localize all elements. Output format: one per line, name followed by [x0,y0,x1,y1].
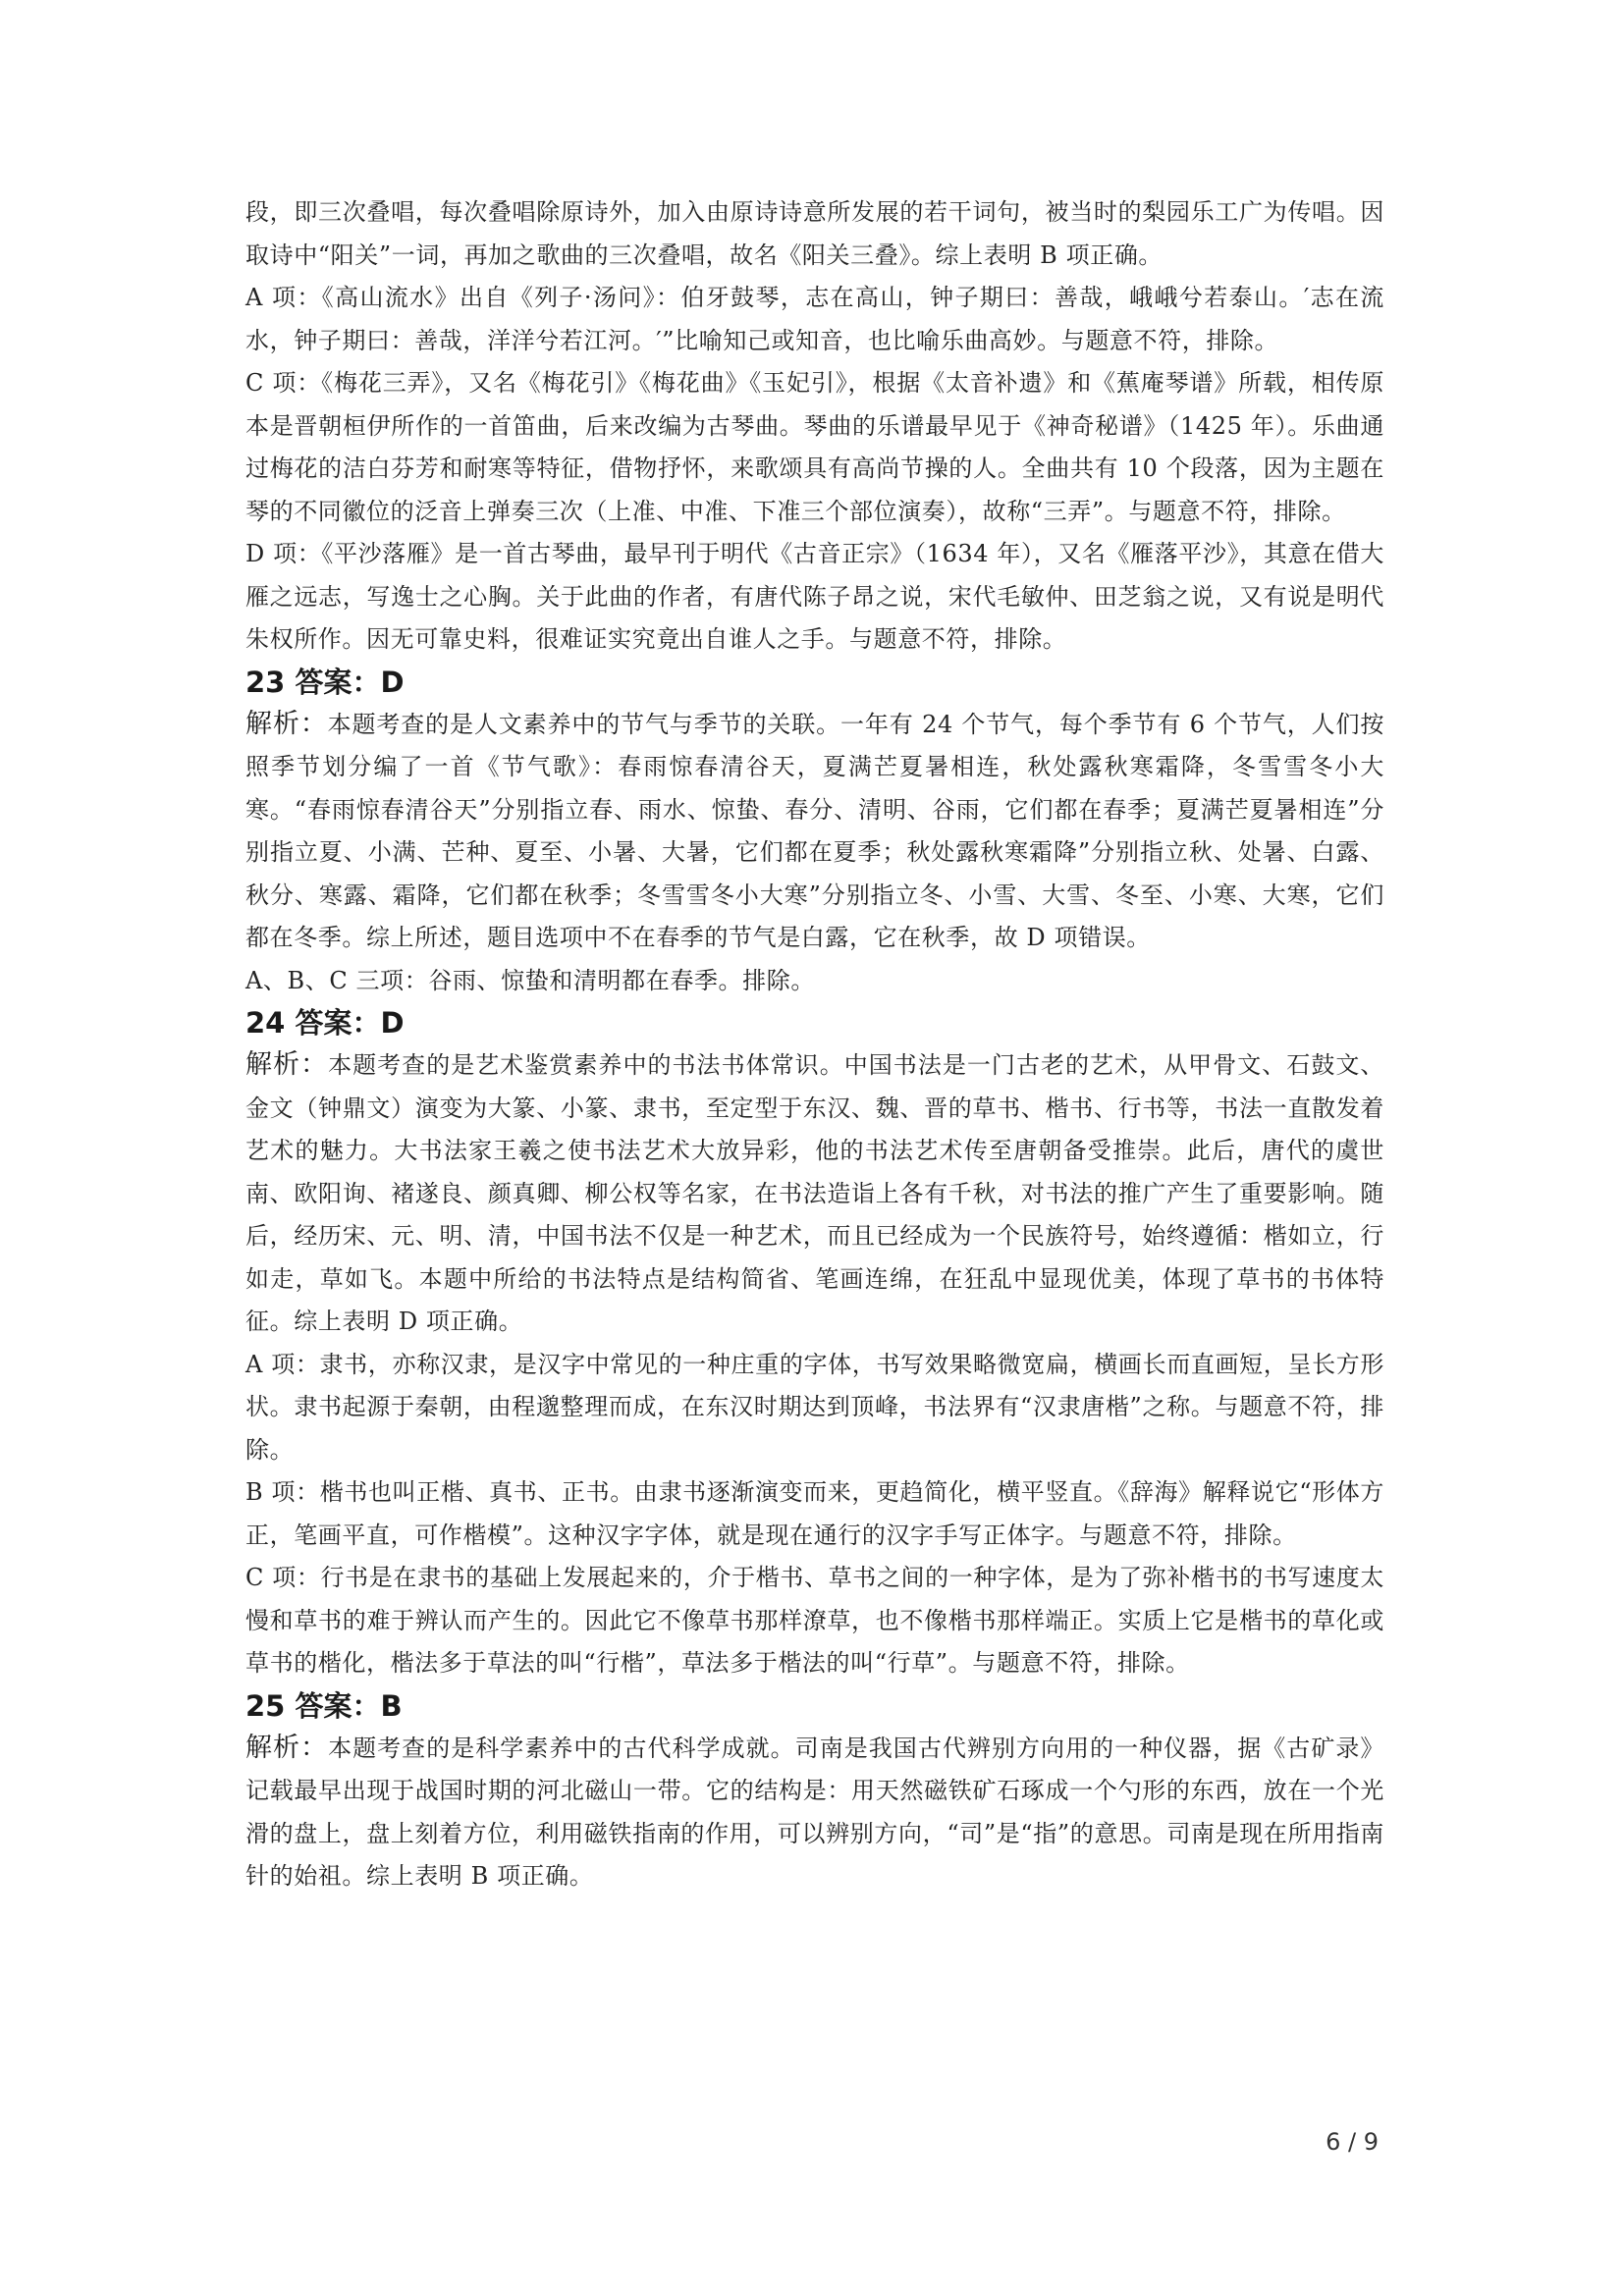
analysis-label: 解析： [245,1049,329,1080]
analysis-23 [245,703,1384,960]
analysis-label: 解析： [245,708,328,739]
analysis-label: 解析： [245,1732,329,1763]
paragraph-option-c-meihua: C 项：《梅花三弄》，又名《梅花引》《梅花曲》《玉妃引》，根据《太音补遗》和《蕉庵琴谱》所载，相传原本是晋朝桓伊所作的一首笛曲，后来改编为古琴曲。琴曲的乐谱最早见于《神奇秘谱》（1425 年）。乐曲通过梅花的洁白芬芳和耐寒等特征，借物抒怀，来歌颂具有高尚节操的人。全曲共有 10 个段落，因为主题在琴的不同徽位的泛音上弹奏三次（上准、中准、下准三个部位演奏），故称“三弄”。与题意不符，排除。 [245,369,1384,525]
analysis-25 [245,1727,1384,1898]
analysis-24 [245,1043,1384,1344]
analysis-25-text: 本题考查的是科学素养中的古代科学成就。司南是我国古代辨别方向用的一种仪器，据《古矿录》记载最早出现于战国时期的河北磁山一带。它的结构是：用天然磁铁矿石琢成一个勺形的东西，放在一个光滑的盘上，盘上刻着方位，利用磁铁指南的作用，可以辨别方向，“司”是“指”的意思。司南是现在所用指南针的始祖。综上表明 B 项正确。 [245,1734,1384,1890]
analysis-23-text: 本题考查的是人文素养中的节气与季节的关联。一年有 24 个节气，每个季节有 6 个节气，人们按照季节划分编了一首《节气歌》：春雨惊春清谷天，夏满芒夏暑相连，秋处露秋寒霜降，冬雪雪冬小大寒。“春雨惊春清谷天”分别指立春、雨水、惊蛰、春分、清明、谷雨，它们都在春季；夏满芒夏暑相连”分别指立夏、小满、芒种、夏至、小暑、大暑，它们都在夏季；秋处露秋寒霜降”分别指立秋、处暑、白露、秋分、寒露、霜降，它们都在秋季；冬雪雪冬小大寒”分别指立冬、小雪、大雪、冬至、小寒、大寒，它们都在冬季。综上所述，题目选项中不在春季的节气是白露，它在秋季，故 D 项错误。 [245,710,1384,951]
paragraph-24-a: A 项：隶书，亦称汉隶，是汉字中常见的一种庄重的字体，书写效果略微宽扁，横画长而直画短，呈长方形状。隶书起源于秦朝，由程邈整理而成，在东汉时期达到顶峰，书法界有“汉隶唐楷”之称。与题意不符，排除。 [245,1350,1384,1464]
paragraph-option-a-gaoshan: A 项：《高山流水》出自《列子·汤问》：伯牙鼓琴，志在高山，钟子期曰：善哉，峨峨兮若泰山。′志在流水，钟子期曰：善哉，洋洋兮若江河。′”比喻知己或知音，也比喻乐曲高妙。与题意不符，排除。 [245,284,1384,354]
paragraph-yangguan-continuation: 段，即三次叠唱，每次叠唱除原诗外，加入由原诗诗意所发展的若干词句，被当时的梨园乐工广为传唱。因取诗中“阳关”一词，再加之歌曲的三次叠唱，故名《阳关三叠》。综上表明 B 项正确。 [245,198,1384,269]
paragraph-24-b: B 项：楷书也叫正楷、真书、正书。由隶书逐渐演变而来，更趋简化，横平竖直。《辞海》解释说它“形体方正，笔画平直，可作楷模”。这种汉字字体，就是现在通行的汉字手写正体字。与题意不符，排除。 [245,1478,1384,1549]
analysis-24-text: 本题考查的是艺术鉴赏素养中的书法书体常识。中国书法是一门古老的艺术，从甲骨文、石鼓文、金文（钟鼎文）演变为大篆、小篆、隶书，至定型于东汉、魏、晋的草书、楷书、行书等，书法一直散发着艺术的魅力。大书法家王羲之使书法艺术大放异彩，他的书法艺术传至唐朝备受推崇。此后，唐代的虞世南、欧阳询、褚遂良、颜真卿、柳公权等名家，在书法造诣上各有千秋，对书法的推广产生了重要影响。随后，经历宋、元、明、清，中国书法不仅是一种艺术，而且已经成为一个民族符号，始终遵循：楷如立，行如走，草如飞。本题中所给的书法特点是结构简省、笔画连绵，在狂乱中显现优美，体现了草书的书体特征。综上表明 D 项正确。 [245,1051,1384,1335]
document-body [245,191,1384,1898]
answer-heading-25: 25 答案：B [245,1688,403,1723]
answer-heading-24: 24 答案：D [245,1006,405,1040]
paragraph-24-c: C 项：行书是在隶书的基础上发展起来的，介于楷书、草书之间的一种字体，是为了弥补楷书的书写速度太慢和草书的难于辨认而产生的。因此它不像草书那样潦草，也不像楷书那样端正。实质上它是楷书的草化或草书的楷化，楷法多于草法的叫“行楷”，草法多于楷法的叫“行草”。与题意不符，排除。 [245,1564,1384,1677]
page-number: 6 / 9 [1326,2128,1379,2156]
paragraph-option-d-pingsha: D 项：《平沙落雁》是一首古琴曲，最早刊于明代《古音正宗》（1634 年），又名《雁落平沙》，其意在借大雁之远志，写逸士之心胸。关于此曲的作者，有唐代陈子昂之说，宋代毛敏仲、田芝翁之说，又有说是明代朱权所作。因无可靠史料，很难证实究竟出自谁人之手。与题意不符，排除。 [245,540,1384,653]
paragraph-23-abc: A、B、C 三项：谷雨、惊蛰和清明都在春季。排除。 [245,966,815,994]
answer-heading-23: 23 答案：D [245,665,405,699]
